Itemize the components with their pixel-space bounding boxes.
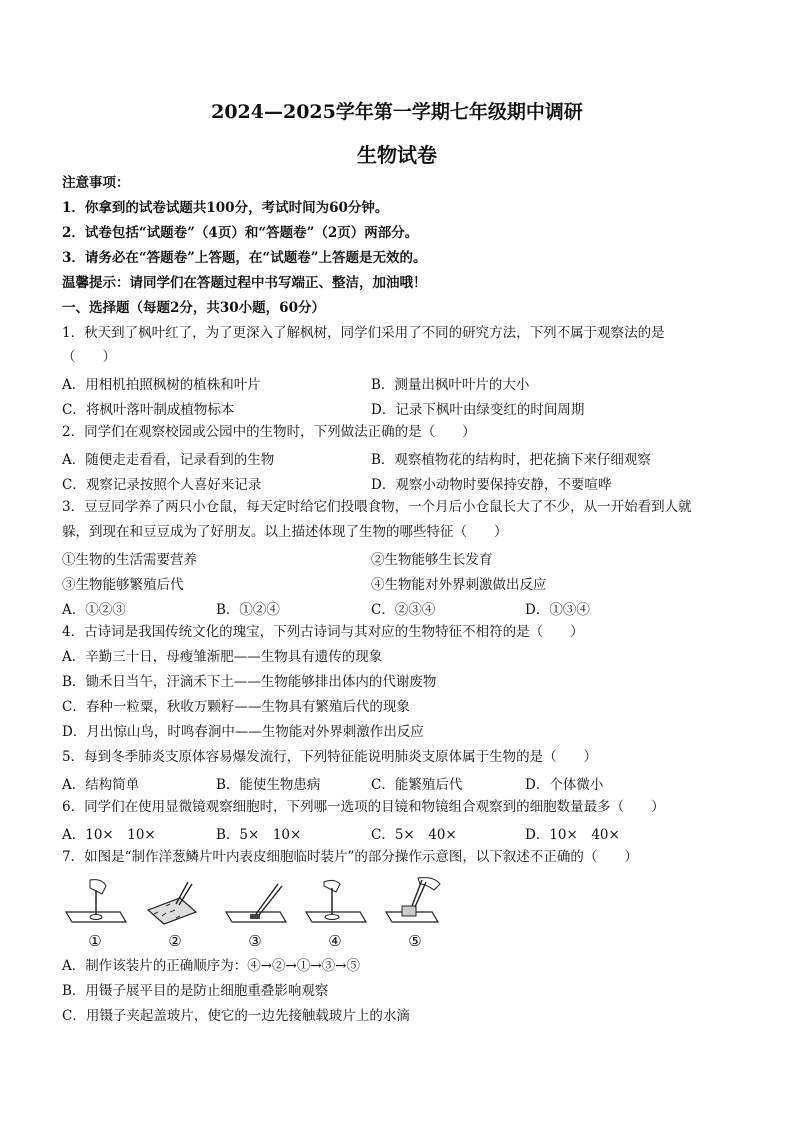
q3-option-b: B．①②④ <box>216 602 280 618</box>
q3-statement-4: ④生物能对外界刺激做出反应 <box>371 577 547 593</box>
q3-statement-3: ③生物能够繁殖后代 <box>62 577 184 593</box>
cover-slip-drawing <box>382 876 448 928</box>
q4-option-c: C．春种一粒粟，秋收万颗籽——生物具有繁殖后代的现象 <box>62 699 410 715</box>
tissue-peel-drawing <box>142 876 208 928</box>
q4-stem: 4．古诗词是我国传统文化的瑰宝，下列古诗词与其对应的生物特征不相符的是（ ） <box>62 624 584 640</box>
q3-statement-1: ①生物的生活需要营养 <box>62 552 197 568</box>
q2-option-d: D．观察小动物时要保持安静，不要喧哗 <box>371 477 612 493</box>
q3-stem-line2: 躲，到现在和豆豆成为了好朋友。以上描述体现了生物的哪些特征（ ） <box>62 524 508 540</box>
q1-option-b: B．测量出枫叶叶片的大小 <box>371 377 530 393</box>
section-heading: 一、选择题（每题2分，共30小题，60分） <box>62 300 325 316</box>
q3-statement-2: ②生物能够生长发育 <box>371 552 493 568</box>
dropper-on-slide-drawing <box>62 876 128 928</box>
notice-item-1: 1．你拿到的试卷试题共100分，考试时间为60分钟。 <box>62 200 389 216</box>
q3-option-d: D．①③④ <box>525 602 590 618</box>
q7-option-a: A．制作该装片的正确顺序为：④→②→①→③→⑤ <box>62 958 360 974</box>
q1-option-a: A．用相机拍照枫树的植株和叶片 <box>62 377 261 393</box>
wipe-slide-drawing <box>302 876 368 928</box>
q3-stem-line1: 3．豆豆同学养了两只小仓鼠，每天定时给它们投喂食物，一个月后小仓鼠长大了不少，从一开始看到人就 <box>62 499 692 515</box>
figure-label-3: ③ <box>248 932 262 950</box>
q1-stem: 1．秋天到了枫叶红了，为了更深入了解枫树，同学们采用了不同的研究方法，下列不属于观察法的是 <box>62 325 665 341</box>
exam-subtitle: 生物试卷 <box>357 143 437 167</box>
q7-option-b: B．用镊子展平目的是防止细胞重叠影响观察 <box>62 983 329 999</box>
q2-option-a: A．随便走走看看，记录看到的生物 <box>62 452 275 468</box>
figure-step-1 <box>62 876 128 950</box>
q5-stem: 5．每到冬季肺炎支原体容易爆发流行，下列特征能说明肺炎支原体属于生物的是（ ） <box>62 749 598 765</box>
q2-stem: 2．同学们在观察校园或公园中的生物时，下列做法正确的是（ ） <box>62 424 476 440</box>
exam-title: 2024—2025学年第一学期七年级期中调研 <box>211 101 583 123</box>
q6-option-a: A．10× 10× <box>62 827 156 843</box>
q6-option-c: C．5× 40× <box>371 827 457 843</box>
figure-label-5: ⑤ <box>408 932 422 950</box>
q4-option-d: D．月出惊山鸟，时鸣春涧中——生物能对外界刺激作出反应 <box>62 724 424 740</box>
slide-preparation-figure <box>62 876 442 950</box>
q7-stem: 7．如图是“制作洋葱鳞片叶内表皮细胞临时装片”的部分操作示意图，以下叙述不正确的（ ） <box>62 849 638 865</box>
forceps-spread-drawing <box>222 876 288 928</box>
figure-step-5 <box>382 876 448 950</box>
figure-step-2 <box>142 876 208 950</box>
figure-label-2: ② <box>168 932 182 950</box>
q5-option-b: B．能使生物患病 <box>216 777 321 793</box>
q5-option-c: C．能繁殖后代 <box>371 777 463 793</box>
q1-blank: （ ） <box>62 349 116 365</box>
q4-option-b: B．锄禾日当午，汗滴禾下土——生物能够排出体内的代谢废物 <box>62 674 437 690</box>
q5-option-a: A．结构简单 <box>62 777 140 793</box>
q5-option-d: D．个体微小 <box>525 777 604 793</box>
figure-step-3 <box>222 876 288 950</box>
q1-option-c: C．将枫叶落叶制成植物标本 <box>62 402 235 418</box>
q4-option-a: A．辛勤三十日，母瘦雏渐肥——生物具有遗传的现象 <box>62 649 383 665</box>
notice-item-3: 3．请务必在“答题卷”上答题，在“试题卷”上答题是无效的。 <box>62 250 427 266</box>
q7-option-c: C．用镊子夹起盖玻片，使它的一边先接触载玻片上的水滴 <box>62 1008 410 1024</box>
q6-option-b: B．5× 10× <box>216 827 302 843</box>
q2-option-b: B．观察植物花的结构时，把花摘下来仔细观察 <box>371 452 651 468</box>
notice-item-2: 2．试卷包括“试题卷”（4页）和“答题卷”（2页）两部分。 <box>62 225 419 241</box>
notice-tip: 温馨提示：请同学们在答题过程中书写端正、整洁，加油哦！ <box>62 275 427 291</box>
figure-step-4 <box>302 876 368 950</box>
q3-option-a: A．①②③ <box>62 602 126 618</box>
q2-option-c: C．观察记录按照个人喜好来记录 <box>62 477 262 493</box>
notice-heading: 注意事项： <box>62 175 130 191</box>
q3-option-c: C．②③④ <box>371 602 436 618</box>
figure-label-4: ④ <box>328 932 342 950</box>
figure-label-1: ① <box>88 932 102 950</box>
q6-stem: 6．同学们在使用显微镜观察细胞时，下列哪一选项的目镜和物镜组合观察到的细胞数量最多（ ） <box>62 799 665 815</box>
q1-option-d: D．记录下枫叶由绿变红的时间周期 <box>371 402 585 418</box>
q6-option-d: D．10× 40× <box>525 827 620 843</box>
